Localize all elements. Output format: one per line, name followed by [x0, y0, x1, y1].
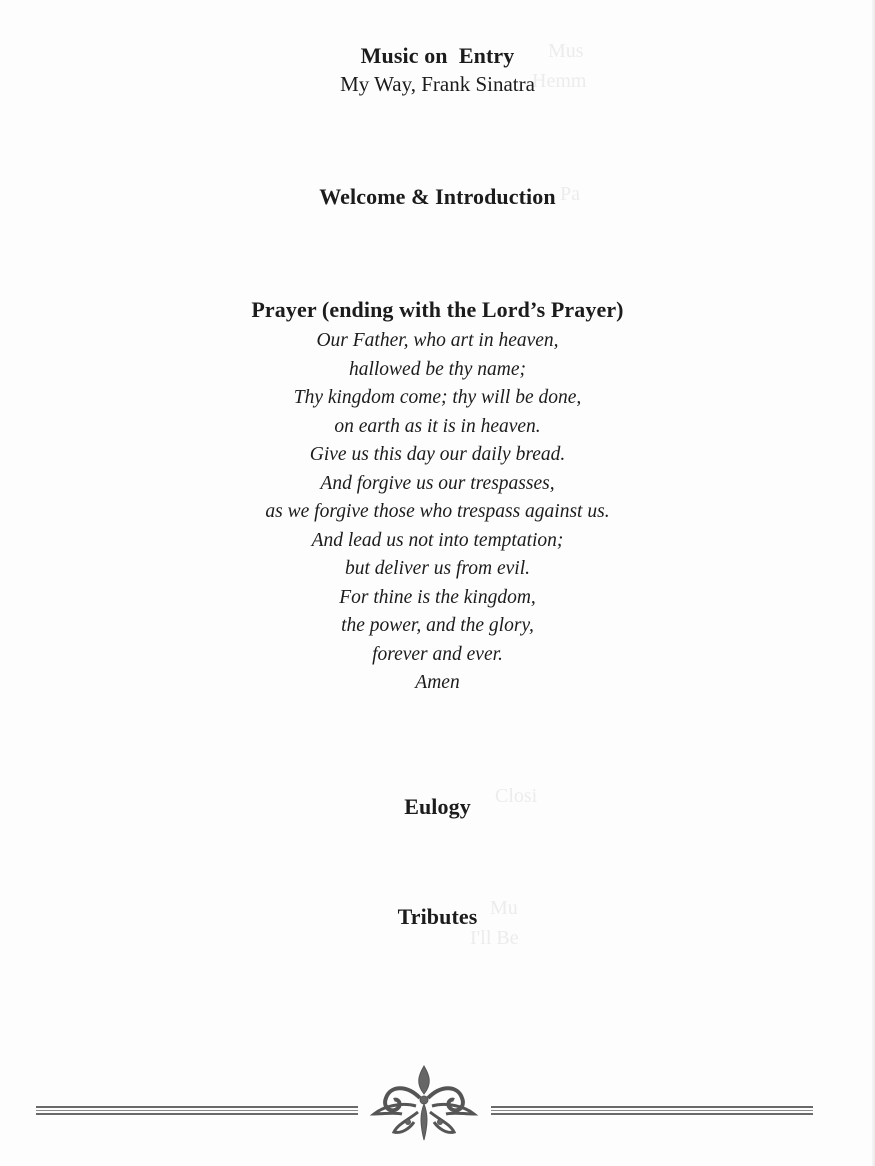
prayer-line: And lead us not into temptation; [311, 529, 564, 551]
bleed-through-text: Hemm [532, 70, 587, 92]
welcome-section [0, 183, 875, 211]
bleed-through-text: Mu [490, 897, 518, 919]
tributes-section [0, 903, 875, 931]
prayer-line: And forgive us our trespasses, [320, 472, 555, 494]
prayer-line: the power, and the glory, [341, 615, 534, 636]
prayer-heading: Prayer (ending with the Lord’s Prayer) [251, 297, 624, 322]
tributes-heading: Tributes [397, 904, 478, 929]
bleed-through-text: Pa [560, 183, 580, 205]
prayer-line: For thine is the kingdom, [339, 586, 536, 608]
music-on-entry-song: My Way, Frank Sinatra [340, 72, 535, 96]
prayer-line: Thy kingdom come; thy will be done, [293, 387, 582, 408]
prayer-line: but deliver us from evil. [344, 558, 531, 579]
footer-divider [0, 1060, 875, 1150]
prayer-line: on earth as it is in heaven. [334, 415, 541, 437]
eulogy-section [0, 793, 875, 821]
prayer-line: forever and ever. [372, 643, 503, 665]
prayer-line: hallowed be thy name; [348, 358, 527, 380]
right-double-rule [491, 1106, 813, 1116]
eulogy-heading: Eulogy [404, 794, 471, 819]
prayer-section [0, 296, 875, 698]
fleur-de-lis-flourish-icon [368, 1062, 480, 1144]
music-on-entry-heading: Music on Entry [360, 43, 515, 68]
lords-prayer-text [0, 327, 875, 698]
prayer-line: as we forgive those who trespass against us. [265, 501, 610, 522]
prayer-line: Our Father, who art in heaven, [316, 330, 559, 351]
bleed-through-text: I'll Be [470, 927, 519, 949]
bleed-through-text: Closi [495, 785, 538, 807]
welcome-heading: Welcome & Introduction [319, 184, 556, 209]
prayer-line: Amen [415, 672, 460, 693]
prayer-line: Give us this day our daily bread. [309, 444, 566, 465]
left-double-rule [36, 1106, 358, 1116]
music-on-entry-section [0, 42, 875, 98]
bleed-through-text: Mus [548, 40, 584, 62]
